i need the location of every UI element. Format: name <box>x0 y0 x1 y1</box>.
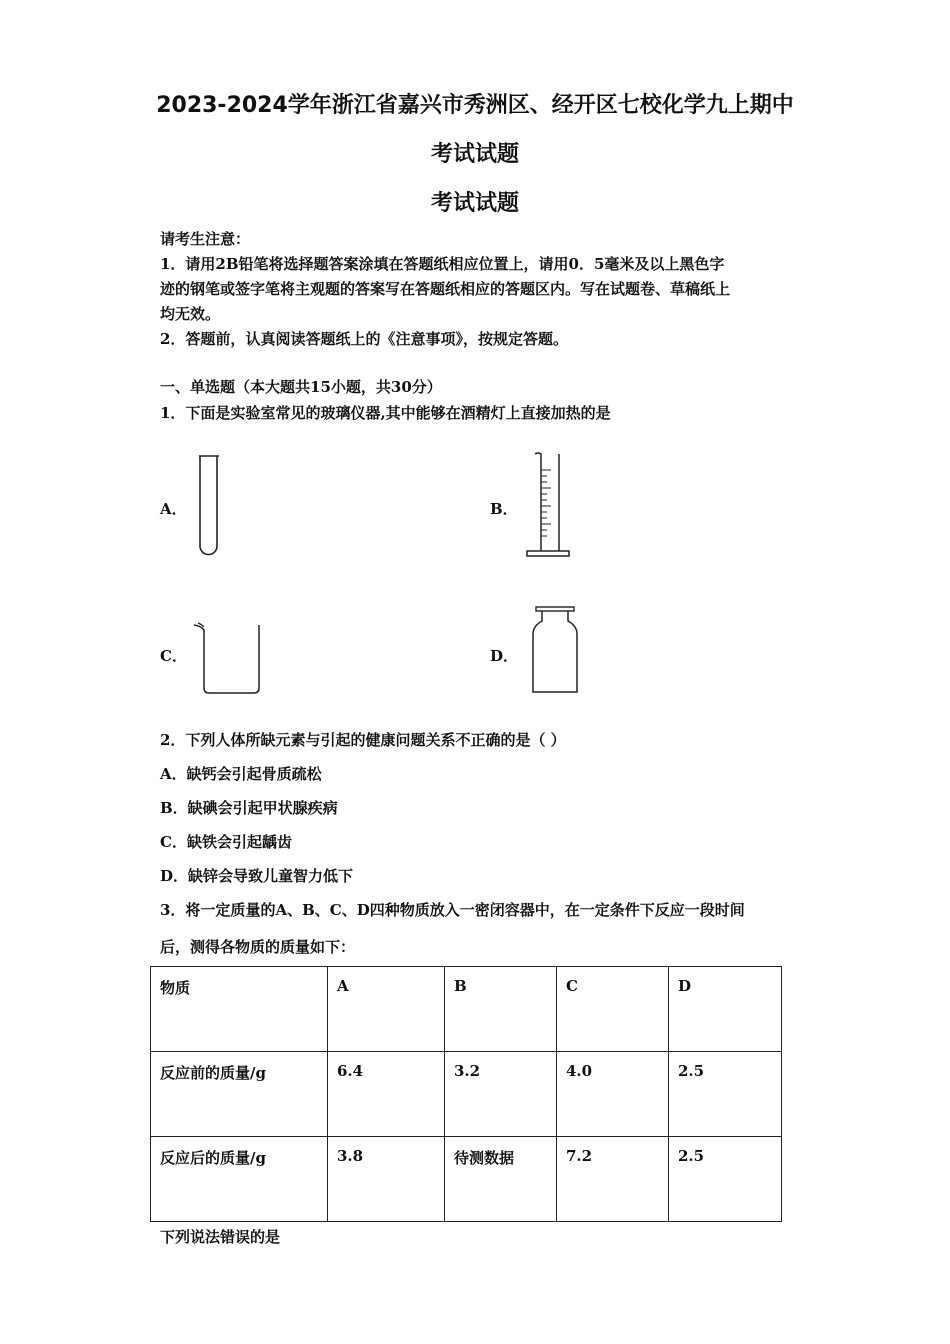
q1-option-b-label: B． <box>490 500 518 518</box>
table-cell: 2.5 <box>669 1137 782 1222</box>
test-tube-figure <box>190 450 230 565</box>
q2-option-b: B．缺碘会引起甲状腺疾病 <box>160 799 338 817</box>
beaker-figure <box>190 618 268 698</box>
table-cell: 3.2 <box>445 1052 557 1137</box>
notice-item2: 2．答题前，认真阅读答题纸上的《注意事项》，按规定答题。 <box>160 330 568 348</box>
table-header-cell: 物质 <box>151 967 328 1052</box>
table-row <box>151 1052 782 1137</box>
q3-stem-line1: 3．将一定质量的A、B、C、D四种物质放入一密闭容器中，在一定条件下反应一段时间 <box>160 901 745 919</box>
table-header-cell: D <box>669 967 782 1052</box>
table-header-row <box>151 967 782 1052</box>
mass-data-table <box>150 966 782 1222</box>
notice-item1-line1: 1．请用2B铅笔将选择题答案涂填在答题纸相应位置上，请用0．5毫米及以上黑色字 <box>160 255 725 273</box>
notice-heading: 请考生注意： <box>160 230 251 248</box>
q3-stem-line2: 后，测得各物质的质量如下： <box>160 938 356 956</box>
q1-option-a-label: A． <box>160 500 187 518</box>
document-title-line1: 2023-2024学年浙江省嘉兴市秀洲区、经开区七校化学九上期中 <box>156 93 794 118</box>
table-cell: 2.5 <box>669 1052 782 1137</box>
table-header-cell: A <box>328 967 445 1052</box>
q1-option-d-label: D． <box>490 647 519 665</box>
q2-option-d: D．缺锌会导致儿童智力低下 <box>160 867 354 885</box>
table-cell: 反应前的质量/g <box>151 1052 328 1137</box>
q1-stem: 1．下面是实验室常见的玻璃仪器,其中能够在酒精灯上直接加热的是 <box>160 404 611 422</box>
table-row <box>151 1137 782 1222</box>
table-cell: 待测数据 <box>445 1137 557 1222</box>
notice-item1-line3: 均无效。 <box>160 305 221 323</box>
table-cell: 3.8 <box>328 1137 445 1222</box>
table-cell: 反应后的质量/g <box>151 1137 328 1222</box>
notice-item1-line2: 迹的钢笔或签字笔将主观题的答案写在答题纸相应的答题区内。写在试题卷、草稿纸上 <box>160 280 731 298</box>
table-cell: 6.4 <box>328 1052 445 1137</box>
graduated-cylinder-figure <box>520 448 580 563</box>
q2-stem: 2．下列人体所缺元素与引起的健康问题关系不正确的是（ ） <box>160 731 566 749</box>
document-title-line2: 考试试题 <box>430 142 519 167</box>
table-cell: 7.2 <box>557 1137 669 1222</box>
reagent-bottle-figure <box>525 601 585 697</box>
q1-option-c-label: C． <box>160 647 187 665</box>
table-cell: 4.0 <box>557 1052 669 1137</box>
section1-heading: 一、单选题（本大题共15小题，共30分） <box>160 378 442 396</box>
document-subtitle: 考试试题 <box>430 191 519 216</box>
q2-option-a: A．缺钙会引起骨质疏松 <box>160 765 322 783</box>
q3-followup: 下列说法错误的是 <box>160 1228 281 1246</box>
table-header-cell: B <box>445 967 557 1052</box>
q2-option-c: C．缺铁会引起龋齿 <box>160 833 292 851</box>
table-header-cell: C <box>557 967 669 1052</box>
